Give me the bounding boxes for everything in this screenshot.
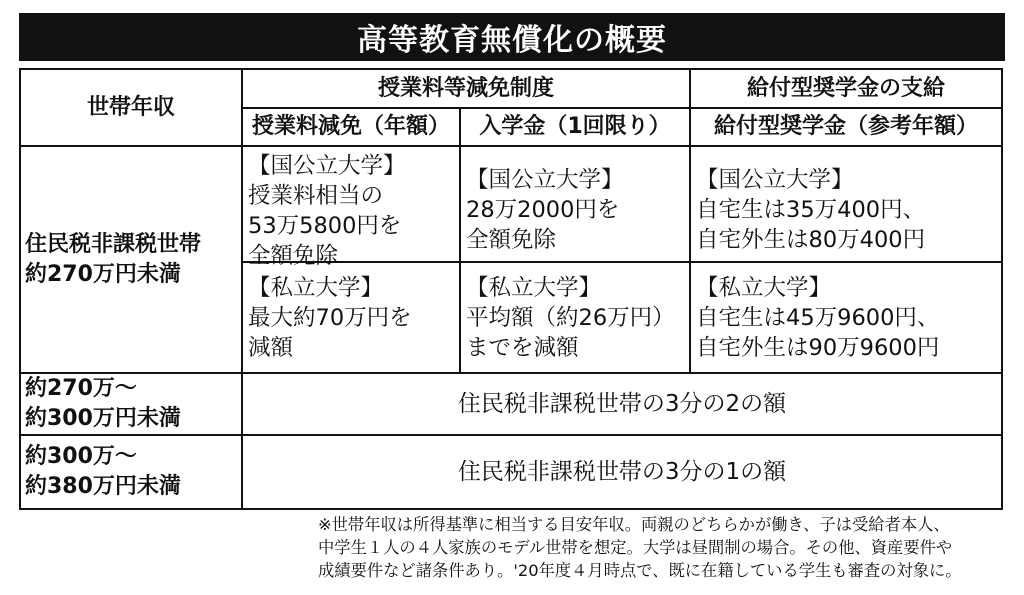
cell-line: 自宅外生は90万9600円: [696, 335, 940, 361]
cell-line: までを減額: [466, 335, 579, 361]
tuition-group-label: 授業料等減免制度: [377, 75, 554, 101]
footnote: [318, 513, 1014, 582]
summary-table: [19, 68, 1003, 510]
cell-line: 全額免除: [248, 243, 339, 269]
private-admission-cell: [461, 263, 691, 374]
public-tuition-cell: [243, 147, 461, 269]
public-admission-cell: [461, 147, 691, 263]
income-mid-cell: [21, 374, 243, 436]
page-title: [19, 13, 1005, 61]
footnote-line: 中学生１人の４人家族のモデル世帯を想定。大学は昼間制の場合。その他、資産要件や: [318, 538, 953, 557]
cell-line: 【私立大学】: [466, 275, 602, 301]
income-exempt-line: 約270万円未満: [25, 261, 181, 287]
income-header-label: 世帯年収: [86, 94, 175, 120]
cell-line: 自宅生は45万9600円、: [696, 305, 940, 331]
income-upper-line: 約300万～: [25, 444, 137, 469]
cell-line: 授業料相当の: [248, 183, 384, 209]
cell-line: 平均額（約26万円）: [466, 305, 675, 331]
private-scholarship-cell: [691, 263, 1001, 374]
scholarship-group-header: [691, 70, 1001, 109]
cell-line: 減額: [248, 335, 294, 361]
income-mid-line: 約270万～: [25, 376, 137, 401]
cell-line: 【国公立大学】: [248, 153, 406, 179]
cell-line: 【私立大学】: [696, 275, 832, 301]
upper-value: 住民税非課税世帯の3分の1の額: [457, 459, 787, 485]
footnote-line: ※世帯年収は所得基準に相当する目安年収。両親のどちらかが働き、子は受給者本人、: [318, 515, 950, 534]
income-mid-line: 約300万円未満: [25, 406, 181, 431]
cell-line: 【国公立大学】: [466, 167, 624, 193]
mid-value: 住民税非課税世帯の3分の2の額: [457, 391, 787, 417]
scholarship-amount-header: [691, 109, 1001, 147]
cell-line: 自宅外生は80万400円: [696, 227, 926, 253]
cell-line: 【国公立大学】: [696, 167, 854, 193]
public-scholarship-cell: [691, 147, 1001, 263]
upper-value-cell: [243, 436, 1001, 508]
title-text: 高等教育無償化の概要: [357, 23, 667, 58]
admission-fee-label: 入学金（1回限り）: [479, 114, 671, 139]
cell-line: 自宅生は35万400円、: [696, 197, 926, 223]
cell-line: 全額免除: [466, 227, 557, 253]
mid-value-cell: [243, 374, 1001, 436]
tuition-reduction-label: 授業料減免（年額）: [251, 114, 450, 139]
cell-line: 最大約70万円を: [248, 305, 412, 331]
income-exempt-cell: [21, 147, 243, 374]
cell-line: 【私立大学】: [248, 275, 384, 301]
income-upper-cell: [21, 436, 243, 508]
scholarship-amount-label: 給付型奨学金（参考年額）: [713, 114, 978, 139]
admission-fee-header: [461, 109, 691, 147]
income-exempt-line: 住民税非課税世帯: [25, 231, 202, 257]
cell-line: 28万2000円を: [466, 197, 620, 223]
footnote-line: 成績要件など諸条件あり。'20年度４月時点で、既に在籍している学生も審査の対象に。: [318, 561, 962, 580]
income-upper-line: 約380万円未満: [25, 474, 181, 499]
tuition-group-header: [243, 70, 691, 109]
cell-line: 53万5800円を: [248, 213, 402, 239]
scholarship-group-label: 給付型奨学金の支給: [746, 75, 945, 101]
income-header: [21, 70, 243, 147]
tuition-reduction-header: [243, 109, 461, 147]
private-tuition-cell: [243, 263, 461, 374]
